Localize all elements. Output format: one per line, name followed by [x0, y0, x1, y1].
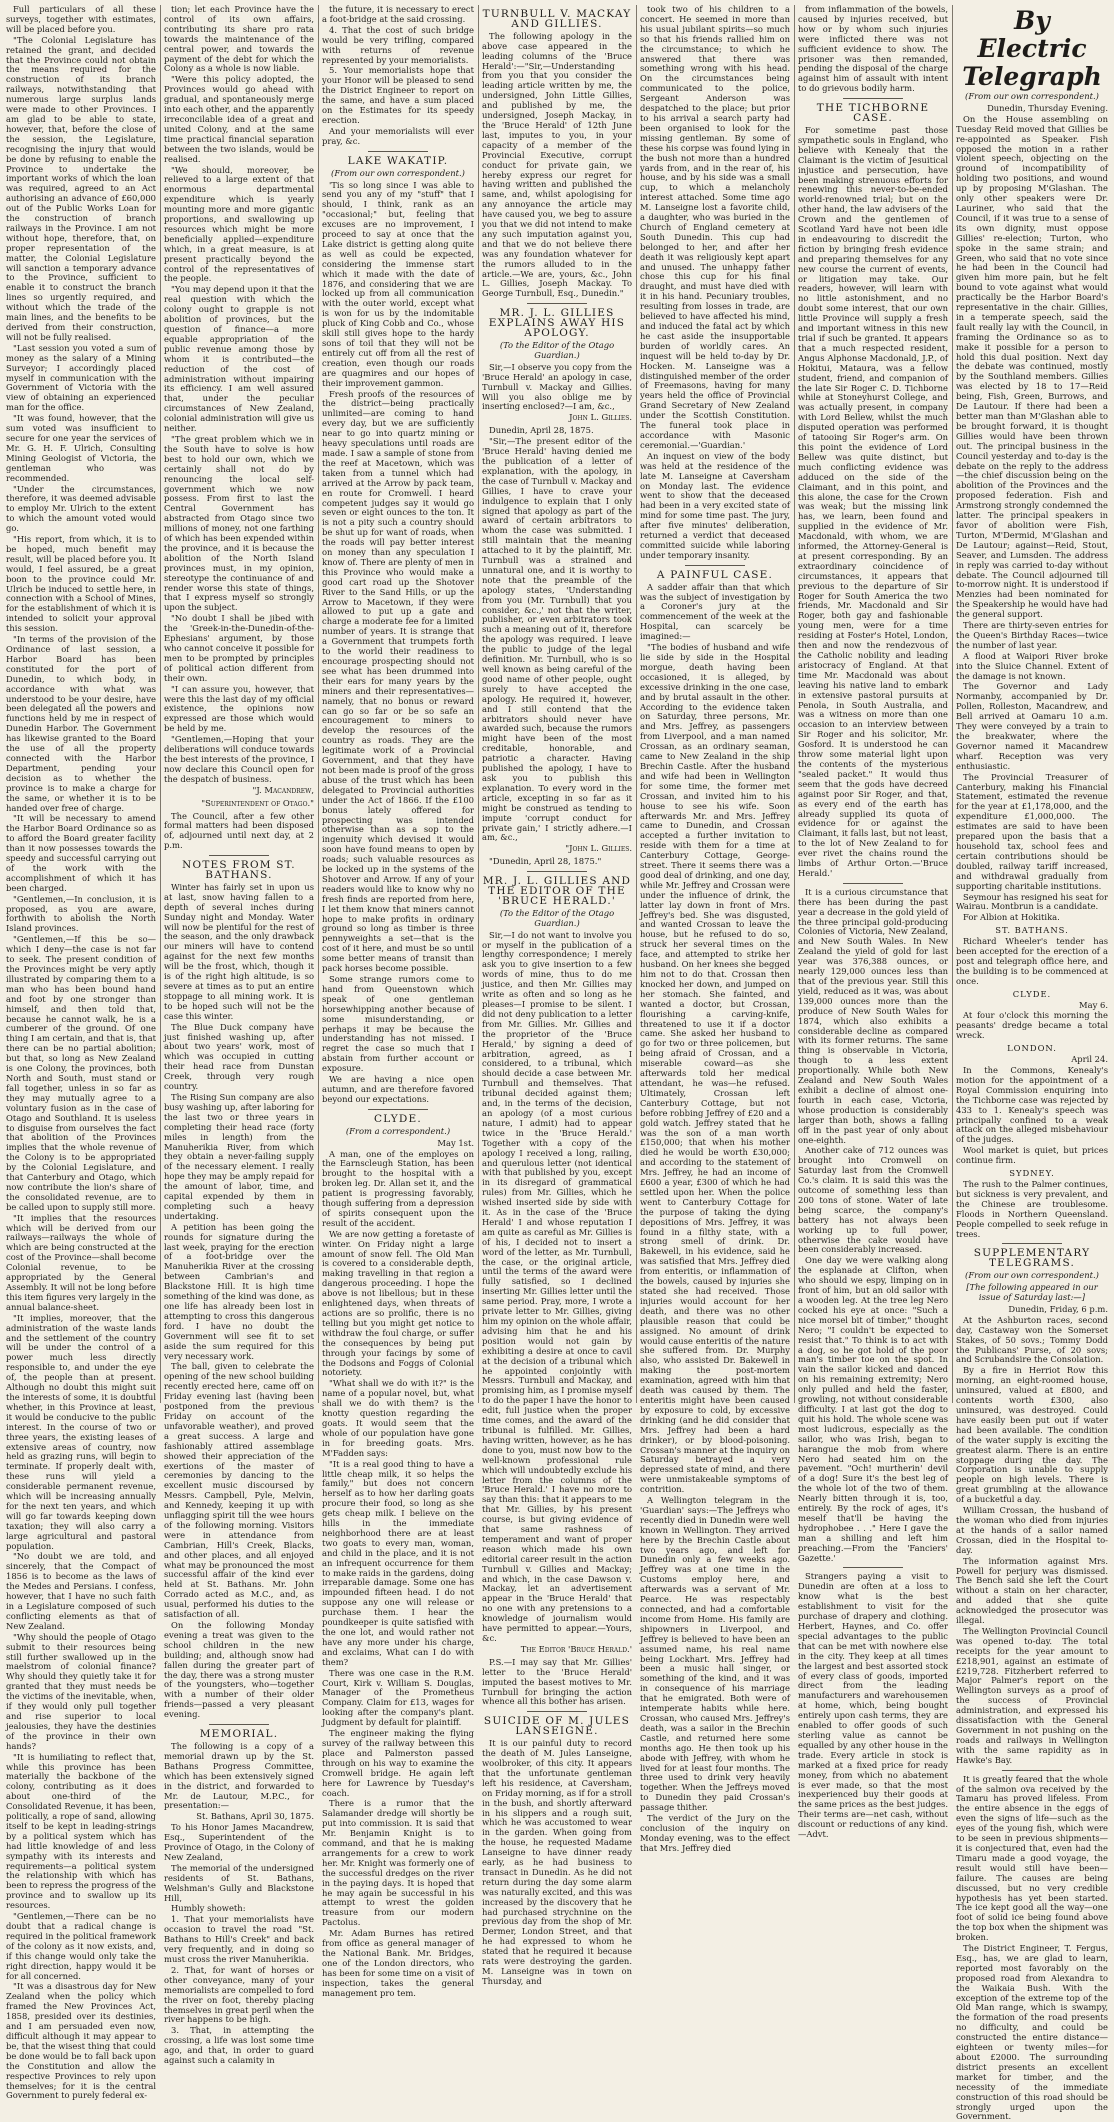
paragraph: Mr. Adam Burnes has retired from office as general manager of the National Bank. Mr. Bridges, one of the London directors, who has been for some time on a visit of inspection, takes the general management pro tem. [322, 1928, 474, 1998]
place-heading: LONDON. [1007, 1043, 1057, 1054]
paragraph: The Rising Sun company are also busy washing up, after laboring for the last two or three years in completing their head race (forty miles in length) from the Manuherikia River, from which they obtain a never-failing supply of the necessary element. I really hope they may be amply repaid for the amount of labor, time, and capital expended by them in completing such a heavy undertaking. [164, 1091, 314, 1221]
paragraph: By a fire in Herriot Row this morning, an eight-roomed house, uninsured, valued at £800, and contents worth £300, also uninsured, was destroyed. Could have easily been put out if water had been available. The condition of the water supply is exciting the greatest alarm. There is an entire stoppage during the day. The Corporation is unable to supply people on high levels. There is great grumbling at the allowance of a bucketful a day. [956, 1365, 1108, 1505]
dateline: St. Bathans, April 30, 1875. [196, 1811, 314, 1822]
signature: "Superintendent of Otago." [201, 797, 314, 808]
signature: The Editor 'Bruce Herald.' [520, 1643, 632, 1654]
paragraph: On the House assembling on Tuesday Reid moved that Gillies be re-appointed as Speaker. Fish opposed the motion in a rather violent speech, objecting on the ground of incompatibility of holding two positions, and wound up by proposing M'Glashan. The only other speakers were Dr. Lauriner, who said that the Council, if it was true to a sense of its own dignity, must oppose Gillies' re-election; Turton, who spoke in the same strain; and Green, who said that no vote since he had been in the Council had given him more pain, but he felt bound to vote against what would practically be the Harbor Board's representative in the chair. Gillies, in a temperate speech, said the fault really lay with the Council, in framing the Ordinance so as to make it possible for a person to hold this dual position. Next day the debate was continued, mostly by the Southland members. Gillies was elected by 18 to 17—Reid being, Fish, Green, Burrows, and De Lautour. If there had been a better man than M'Glashan able to be brought forward, it is thought Gillies would have been thrown out. The principal business in the Council yesterday and to-day is the debate on the reply to the address—the chief discussion being on the abolition of the Provinces and the proposed federation. Fish and Armstrong strongly condemned the latter. The principal speakers in favor of abolition were Fish, Turton, M'Dermid, M'Glashan and De Lautour; against—Reid, Stout, Seaver, and Lumsden. The address in reply was carried to-day without debate. The Council adjourned till to-morrow night. It is understood if Menzies had been nominated for the Speakership he would have had the general support. [956, 113, 1108, 620]
paragraph: "Gentlemen,—If this be so—which I deny—the case is not far to seek. The present condition of the Provinces might be very aptly illustrated by comparing them to a man who has been bound hand and foot by one stronger than himself, and then told that, because he cannot walk, he is a cumberer of the ground. Of one thing I am certain, and that is, that there can be no partial abolition; but that, so long as New Zealand is one Colony, the provinces, both North and South, must stand or fall together, unless in so far as they may mutually agree to a voluntary fusion as in the case of Otago and Southland. It is useless to disguise from ourselves the fact that abolition of the Provinces implies that the whole revenue of the Colony is to be appropriated by the Colonial Legislature, and that Canterbury and Otago, which now contribute the lion's share of the consolidated revenue, are to be called upon to supply still more. [6, 934, 156, 1212]
column-5 [640, 4, 790, 1853]
byline: (From a correspondent.) [345, 1125, 451, 1136]
paragraph: For Albion at Hokitika. [963, 912, 1060, 923]
column-6 [798, 4, 948, 1840]
paragraph: It is a curious circumstance that there has been during the past year a decrease in the gold yield of the three principal gold-producing Colonies of Victoria, New Zealand, and New South Wales. In New Zealand the yield of gold for last year was 376,388 ounces, or nearly 129,000 ounces less than that of the previous year. Still this yield, reduced as it was, was about 139,000 ounces more than the produce of New South Wales for 1874, which also exhibits a considerable decline as compared with its former returns. The same thing is observable in Victoria, though to a less extent proportionally. While both New Zealand and New South Wales exhibit a decline of almost one-fourth in each case, Victoria, whose production is considerably larger than both, shows a falling off in the past year of only about one-eighth. [798, 886, 948, 1145]
paragraph: "Gentlemen,—There can be no doubt that a radical change is required in the political framework of the colony as it now exists, and, if this change would only take the right direction, happy would it be for all concerned. [6, 1911, 156, 1981]
paragraph: There was one case in the R.M. Court, Kirk v. William S. Douglas, Manager of the Prometheus Company. Claim for £13, wages for looking after the company's plant. Judgment by default for plaintiff. [322, 1667, 474, 1728]
article-heading: LAKE WAKATIP. [347, 154, 449, 167]
paragraph: 1. That your memorialists have occasion to travel the road "St. Bathans to Hill's Creek" and back very frequently, and in doing so must cross the river Manuherikia. [164, 1914, 314, 1964]
paragraph: "Gentlemen,—In conclusion, it is proposed, as you are aware, forthwith to abolish the North Island provinces. [6, 893, 156, 934]
paragraph: We are having a nice open autumn, and are therefore favored beyond our expectations. [322, 1074, 474, 1104]
paragraph: "It implies, moreover, that the administration of the waste lands and the settlement of the country will be under the control of a power much less directly responsible to, and under the eye of, the people than at present. Although no doubt this might suit the interests of some, it is doubtful whether, in this Province at least, it would be conducive to the public interest. In the course of two or three years, the existing leases of extensive areas of country, now held as grazing runs, will begin to terminate. If properly dealt with, these runs will yield a considerable permanent revenue, which will be increasing annually for the next ten years, and which will go far towards keeping down taxation; they will also carry a large agricultural and pastoral population. [6, 1312, 156, 1551]
article-heading: MR. J. L. GILLIES AND THE EDITOR OF THE 'BRUCE HERALD.' [482, 875, 632, 907]
column-1 [6, 4, 156, 2101]
paragraph: took two of his children to a concert. He seemed in more than his usual jubilant spirits—so much so that his friends rallied him on the circumstance; to which he answered that there was something wrong with his head. On the circumstances being communicated to the police, Sergeant Anderson was despatched to the place; but prior to his arrival a search party had been organised to look for the missing gentleman. By some of these his corpse was found lying in the bush not more than a hundred yards from, and in the rear of, his house, and by his side was a small cup, to which a melancholy interest attached. Some time ago M. Lanseigne lost a favorite child, a daughter, who was buried in the Church of England cemetery at South Dunedin. This cup had belonged to her, and after her death it was religiously kept apart and unused. The unhappy father chose this cup for his final draught, and must have died with it in his hand. Pecuniary troubles, resulting from losses in trade, are believed to have affected his mind, and induced the fatal act by which he cast aside the insupportable burden of worldly cares. An inquest will be held to-day by Dr. Hocken. M. Lanseigne was a distinguished member of the order of Freemasons, having for many years held the office of Provincial Grand Secretary of New Zealand under the Scottish Constitution. The funeral took place in accordance with Masonic ceremonial.—'Guardian.' [640, 4, 790, 450]
column-rule [952, 5, 953, 1403]
paragraph: "It is a real good thing to have a little cheap milk, it so helps the family," but does not concern herself as to how her darling goats procure their food, so long as she gets cheap milk. I believe on the hills in the immediate neighborhood there are at least two goats to every man, woman, and child in the place, and it is not an infrequent occurrence for them to make raids in the gardens, doing irreparable damage. Some one has impounded fifteen head. I do not suppose any one will release or purchase them. I hear the poundkeeper is quite satisfied with the one lot, and would rather not have any more under his charge, and exclaims, What can I do with them? [322, 1458, 474, 1667]
article-heading: NOTES FROM ST. BATHANS. [182, 859, 296, 882]
dateline: May 6. [1079, 999, 1108, 1010]
paragraph: Strangers paying a visit to Dunedin are often at a loss to know what is the best establishment to visit for the purchase of drapery and clothing. Herbert, Haynes, and Co. offer special advantages to the public that can be met with nowhere else in the city. They keep at all times the largest and best assorted stock of every class of goods, imported direct from the leading manufacturers and warehousemen at home, which, being bought entirely upon cash terms, they are enabled to offer goods of such sterling value as cannot be equalled by any other house in the trade. Every article in stock is marked at a fixed price for ready money, from which no abatement is ever made, so that the most inexperienced buy their goods at the same prices as the best judges. Their terms are—net cash, without discount or reductions of any kind.—Advt. [798, 1571, 948, 1840]
paragraph: To his Honor James Macandrew, Esq., Superintendent of the Province of Otago, in the Colony of New Zealand, [164, 1822, 314, 1862]
paragraph: "The great problem which we in the South have to solve is how best to hold our own, which we certainly shall not do by renouncing the local self-government which we now possess. From first to last the Central Government has abstracted from Otago since two millions of money, not one farthing of which has been expended within the province, and it is because the abolition of the North Island provinces must, in my opinion, stereotype the continuance of and render worse this state of things, that I express myself so strongly upon the subject. [164, 433, 314, 613]
paragraph: "We should, moreover, be relieved to a large extent of that enormous departmental expenditure which is yearly mounting more and more gigantic proportions, and swallowing up resources which might be more beneficially applied—expenditure which, in a great measure, is at present practically beyond the control of the representatives of the people. [164, 164, 314, 284]
paragraph: The Governor and Lady Normanby, accompanied by Dr. Pollen, Rolleston, Macandrew, and Bell arrived at Oamaru 10 a.m. They were conveyed by a train to the breakwater, where the Governor named it Macandrew wharf. Reception was very enthusiastic. [956, 681, 1108, 771]
paragraph: "No doubt I shall be jibed with the 'Greek-in-the-Dunedin-of-the-Ephesians' argument, by those who cannot conceive it possible for men to be prompted by principles of political action different from their own. [164, 613, 314, 683]
paragraph: Winter has fairly set in upon us at last, snow having fallen to a depth of several inches during Sunday night and Monday. Water will now be plentiful for the rest of the season, and the only drawback our miners will have to contend against for the next few months will be the frost, which, though it is of the right high altitude, is so severe at times as to put an entire stoppage to all mining work. It is to be hoped such will not be the case this winter. [164, 881, 314, 1021]
paragraph: The Wellington Provincial Council was opened to-day. The total receipts for the year amount to £218,901, against an estimate of £219,728. Fitzherbert referred to Major Palmer's report on the Wellington surveys as a proof of the success of Provincial administration, and expressed his dissatisfaction with the General Government in not pushing on the roads and railways in Wellington with the same rapidity as in Hawke's Bay. [956, 1625, 1108, 1765]
paragraph: Richard Wheeler's tender has been accepted for the erection of a post and telegraph office here, and the building is to be commenced at once. [956, 936, 1108, 986]
masthead-title: By Electric Telegraph [962, 6, 1102, 91]
paragraph: The following apology in the above case appeared in the leading columns of the 'Bruce Herald':—"Sir,—Understanding from you that you consider the leading article written by me, the undersigned, John Little Gillies, and published by me, the undersigned, Joseph Mackay, in the 'Bruce Herald' of 12th June last, imputes to you, in your capacity of a member of the Provincial Executive, corrupt conduct for private gain, we hereby express our regret for having written and published the same, and, whilst apologising for any annoyance the article may have caused you, we beg to assure you that we did not intend to make any such imputation against you, and that we do not believe there was any foundation whatever for the rumors alluded to in the article.—We are, yours, &c., John L. Gillies, Joseph Mackay. To George Turnbull, Esq., Dunedin." [482, 30, 632, 299]
column-4 [482, 5, 632, 1986]
paragraph: One day we were walking along the esplanade at Clifton, when who should we espy, limping on in front of him, but an old sailor with a wooden leg. At the tree leg Nero cocked his eye at once: "Such a nice morsel bit of timber," thought Nero; "I couldn't be expected to resist that." To think is to act with a dog, so he got hold of the poor man's timber toe on the spot. In vain the sailor kicked and danced on his remaining extremity; Nero only pulled and held the faster, growling, not without considerable difficulty. I at last got the dog to quit his hold. The whole scene was most ludicrous, especially as the sailor, who was Irish, began to harangue the mob from where Nero had seated him on the pavement. "Och! murtherin' devil of a dog! Sure it's the best leg of the whole lot of the two of them. Nearly bitten through it is, too, entirely. By the rock of ages, it's meself that'll be having the hydrophobee . . ." Here I gave the man a shilling and left him preaching.—From the 'Fanciers' Gazette.' [798, 1255, 948, 1563]
paragraph: "Under the circumstances, therefore, it was deemed advisable to employ Mr. Ulrich to the extent to which the amount voted would go. [6, 483, 156, 534]
paragraph: The District Engineer, T. Fergus, Esq., has, we are glad to learn, reported most favorably on the proposed road from Alexandra to the Waikaia Bush. With the exception of the extreme top of the Old Man range, which is swampy, the formation of the road presents no difficulty, and could be constructed the entire distance—eighteen or twenty miles—for about £2000. The surrounding district presents an excellent market for timber, and the necessity of the immediate construction of this road should be strongly urged upon the Government. [956, 1943, 1108, 2122]
byline: (To the Editor of the Otago Guardian.) [499, 907, 615, 928]
paragraph: The rush to the Palmer continues, but sickness is very prevalent, and the Chinese are troublesome. Floods in Northern Queensland. People compelled to seek refuge in trees. [956, 1178, 1108, 1239]
paragraph: "Why should the people of Otago submit to their resources being still further swallowed up in the maelstrom of colonial finance? Why should they quietly take it for granted that they must needs be the victims of the inevitable, when, if they would only pull together and rise superior to local jealousies, they have the destinies of the province in their own hands? [6, 1631, 156, 1751]
separator-rule [368, 1109, 429, 1110]
separator-rule [527, 303, 587, 304]
paragraph: The Provincial Treasurer of Canterbury, making his Financial Statement, estimated the revenue for the year at £1,178,000, and the expenditure £1,000,000. The estimates are said to have been prepared upon the basis that a household tax, school fees and certain contributions should be doubled, railway tariff increased, and withdrawal gradually from supporting charitable institutions. [956, 771, 1108, 891]
signature: "J. Macandrew, [252, 784, 314, 795]
column-rule [478, 5, 479, 1403]
paragraph: A flood at Waipori River broke into the Sluice Channel. Extent of the damage is not known. [956, 650, 1108, 681]
byline: (To the Editor of the Otago Guardian.) [499, 340, 615, 360]
paragraph: "It was found, however, that the sum voted was insufficient to secure for one year the services of Mr. G. H. F. Ulrich, Consulting Mining Geologist of Victoria, the gentleman who was recommended. [6, 413, 156, 483]
paragraph: 4. That the cost of such bridge would be very trifling, compared with returns of revenue represented by your memorialists. [322, 24, 474, 65]
paragraph: "The bodies of husband and wife lie side by side in the Hospital morgue, death having been occasioned, it is alleged, by excessive drinking in the one case, and by brutal assault in the other. According to the evidence taken on Saturday, three persons, Mr. and Mrs. Jeffrey, as passengers from Liverpool, and a man named Crossan, as an ordinary seaman, came to New Zealand in the ship Brechin Castle. After the husband and wife had been in Wellington for some time, the former met Crossan, and invited him to his house to see his wife. Soon afterwards Mr. and Mrs. Jeffrey came to Dunedin, and Crossan accepted a further invitation to reside with them for a time at Canterbury Cottage, George-street. There it seems there was a good deal of drinking, and one day, while Mr. Jeffrey and Crossan were under the influence of drink, the latter lay down in front of Mrs. Jeffrey's bed. She was disgusted, and wanted Crossan to leave the house, but he refused to do so, struck her several times on the face, and attempted to strike her husband. On her knees she begged him not to do that. Crossan then knocked her down, and jumped on her stomach. She fainted, and wanted a doctor, but Crossan, flourishing a carving-knife, threatened to use it if a doctor came. She asked her husband to go for two or three policemen, but being afraid of Crossan, and a miserable coward—as she afterwards told her medical attendant, he was—he refused. Ultimately, Crossan left Canterbury Cottage, but not before robbing Jeffrey of £20 and a gold watch. Jeffrey stated that he was the son of a man worth £150,000; that when his mother died he would be worth £30,000; and according to the statement of Mrs. Jeffrey, he had an income of £600 a year, £300 of which he had settled upon her. When the police went to Canterbury Cottage for the purpose of taking the dying depositions of Mrs. Jeffrey, it was found in a filthy state, with a strong smell of drink. Dr. Bakewell, in his evidence, said he was satisfied that Mrs. Jeffrey died from enteritis, or inflammation of the bowels, caused by injuries she stated she had received. Those injuries would account for her death, and there was no other plausible reason that could be assigned. No amount of drink would cause enteritis of the nature she suffered from. Dr. Murphy also, who assisted Dr. Bakewell in making the post-mortem examination, agreed with him that death was caused by them. The enteritis might have been caused by exposure to cold, by excessive drinking (and he did consider that Mrs. Jeffrey had been a hard drinker), or by blood-poisoning. Crossan's manner at the inquiry on Saturday betrayed a very depressed state of mind, and there were unmistakeable symptoms of contrition. [640, 642, 790, 1495]
article-heading: TURNBULL V. MACKAY AND GILLIES. [482, 8, 632, 30]
paragraph: "In terms of the provision of the Ordinance of last session, a Harbor Board has been constituted for the port of Dunedin, to which body, in accordance with what was understood to be your desire, have been delegated all the powers and functions held by me in respect of Dunedin Harbor. The Government has likewise granted to the Board the use of all the property connected with the Harbor Department, pending your decision as to whether the province is to make a charge for the same, or whether it is to be handed over free of charge. [6, 634, 156, 813]
paragraph: "You may depend upon it that the real question with which the colony ought to grapple is not abolition of provinces, but the question of finance—a more equable appropriation of the public revenue among those by whom it is contributed—the reduction of the cost of administration without impairing its efficiency. I am well assured that, under the peculiar circumstances of New Zealand, colonial administration will give us neither. [164, 284, 314, 434]
separator-rule [685, 565, 745, 566]
paragraph: The verdict of the Jury on the conclusion of the inquiry on Monday evening, was to the effect that Mrs. Jeffrey died [640, 1813, 790, 1853]
paragraph: For sometime past those sympathetic souls in England, who believe with Kenealy that the Claimant is the victim of Jesuitical injustice and persecution, have been making strenuous efforts for renewing this never-to-be-ended world-renowned trial; but on the other hand, the law advisers of the Crown and the gentlemen of Scotland Yard have not been idle in endeavouring to discredit the fiction by bringing fresh evidence and preparing themselves for any new course the current of events, or litigation may take. Our readers, however, will learn with no little astonishment, and no doubt some interest, that our own little Province will supply a fresh and important witness in this new trial if such be granted. It appears that a much respected resident, Angus Alphonse Macdonald, J.P., of Hokitui, Mataura, was a fellow student, friend, and companion of the late Sir Roger C. D. Tichborne while at Stoneyhurst College, and was actually present, in company with Lord Bellew, whilst the much disputed operation was performed of tatooing Sir Roger's arm. On this point the evidence of Lord Bellew was quite distinct, but much conflicting evidence was adduced on the side of the Claimant, and in this point, and this alone, the case for the Crown was weak; but the missing link has, we learn, been found and supplied in the evidence of Mr. Macdonald, with whom, we are informed, the Attorney-General is at present corresponding. By an extraordinary coincidence of circumstances, it appears that previous to the departure of Sir Roger for South America the two friends, Mr. Macdonald and Sir Roger, both gay and fashionable young men, were for a time residing at Foster's Hotel, London, then and now the rendezvous of the Catholic nobility and leading aristocracy of England. At that time Mr. Macdonald was about leaving his native land to embark in extensive pastoral pursuits at Penola, in South Australia, and was a witness on more than one occasion to an interview between Sir Roger and his solicitor, Mr. Gosford. It is understood he can throw some material light upon the contents of the mysterious "sealed packet." It would thus seem that the gods have decreed against poor Sir Roger, and that, as every end of the earth has already supplied its quota of evidence for or against the Claimant, it falls last, but not least, to the lot of New Zealand to for ever rivet the chains round the limbs of Arthur Orton.—'Bruce Herald.' [798, 124, 948, 878]
paragraph: The engineer making the flying survey of the railway between this place and Palmerston passed through on his way to examine the Cromwell bridge. He again left here for Lawrence by Tuesday's coach. [322, 1728, 474, 1798]
paragraph: "It was a disastrous day for New Zealand when the policy which framed the New Provinces Act, 1858, presided over its destinies, and I am persuaded even now, difficult although it may appear to be, that the wisest thing that could be done would be to fall back upon the Constitution and allow the respective Provinces to rely upon themselves; for it is the central Government to purely federal ex- [6, 1981, 156, 2101]
dateline: May 1st. [437, 1137, 474, 1148]
paragraph: Seymour has resigned his seat for Wairau. Montbrun is a candidate. [956, 891, 1108, 912]
signature: "John L. Gillies. [565, 843, 632, 854]
byline: (From our own correspondent.) [331, 167, 465, 178]
paragraph: "No doubt we are told, and sincerely, that the Compact of 1856 is to become as the laws of the Medes and Persians. I confess, however, that I have no such faith in a Legislature composed of such conflicting elements as that of New Zealand. [6, 1551, 156, 1631]
paragraph: The following is a copy of a memorial drawn up by the St. Bathans Progress Committee, which has been extensively signed in the district, and forwarded to Mr. de Lautour, M.P.C., for presentation:— [164, 1740, 314, 1811]
article-heading: MEMORIAL. [199, 1728, 279, 1741]
paragraph: 5. Your memorialists hope that your Honor will be pleased to send the District Engineer to report on the same, and have a sum placed on the Estimates for its speedy erection. [322, 65, 474, 125]
dateline: Dunedin, Thursday Evening. [987, 102, 1108, 113]
separator-rule [527, 1711, 587, 1712]
column-2 [164, 4, 314, 2066]
paragraph: The information against Mrs. Powell for perjury was dismissed. The Bench said she left the Court without a stain on her character, and added that she quite acknowledged the prosecutor was illegal. [956, 1555, 1108, 1626]
place-heading: CLYDE. [1012, 988, 1052, 999]
paragraph: A petition has been going the rounds for signature during the last week, praying for the erection of a foot-bridge over the Manuherikia River at the crossing between Cambrian's and Blackstone Hill. It is high time something of the kind was done, as one life has already been lost in attempting to cross this dangerous ford. I have no doubt the Government will see fit to set aside the sum required for this very necessary work. [164, 1221, 314, 1361]
paragraph: P.S.—I may say that Mr. Gillies' letter to the 'Bruce Herald' imputed the basest motives to Mr. Turnbull for bringing the action whence all this bother has arisen. [482, 1656, 632, 1707]
paragraph: At four o'clock this morning the peasants' dredge became a total wreck. [956, 1010, 1108, 1041]
separator-rule [1002, 1770, 1063, 1771]
paragraph: 'Tis so long since I was able to send you any of my "stuff" that I should, I think, rank as an "occasional;" but, feeling that excuses are no improvement, I proceed to say at once that the Lake district is getting along quite as well as could be expected, considering the immense start which it made with the date of 1876, and considering that we are locked up from all communication with the outer world, except what is won for us by the indomitable pluck of King Cobb and Co., whose skill still gives hope to the hardy sons of toil that they will not be entirely cut off from all the rest of creation, even though our roads are quagmires and our hopes of their improvement gammon. [322, 179, 474, 388]
paragraph: It is greatly feared that the whole of the salmon ova received by the Tamaru has proved lifeless. From the entire absence in the eggs of even the signs of life—such as the eyes of the young fish, which were to be seen in previous shipments—it is conjectured that, even had the Timaru made a good voyage, the result would still have been—failure. The causes are being discussed, but no very credible hypothesis has yet been started. The ice kept good all the way—one foot of solid ice being found above the top box when the shipment was broken. [956, 1773, 1108, 1943]
paragraph: There are thirty-seven entries for the Queen's Birthday Races—twice the number of last year. [956, 620, 1108, 650]
paragraph: "Sir,—The present editor of the 'Bruce Herald' having denied me the publication of a letter of explanation, with the apology, in the case of Turnbull v. Mackay and Gillies, I have to crave your indulgence to explain that I only signed that apology as part of the award of certain arbitrators to whom the case was submitted. I still maintain that the meaning attached to it by the plaintiff, Mr. Turnbull was a strained and unnatural one, and it is worthy to note that the preamble of the apology states, 'Understanding from you (Mr. Turnbull) that you consider, &c.,' not that the writer, publisher, or even arbitrators took such a meaning out of it, therefore the apology was required. I leave the public to judge of the legal definition. Mr. Turnbull, who is so well known as being careful of the good name of other people, ought surely to have accepted the apology. He required it, however, and I still contend that the arbitrators should never have awarded such, because the rumors might have been of the most creditable, honorable, and patriotic a character. Having published the apology, I have to ask you to publish this explanation. To every word in the article, excepting in so far as it might be construed as tending to impute 'corrupt conduct for private gain,' I strictly adhere.—I am, &c., [482, 436, 632, 843]
place-heading: SYDNEY. [1009, 1168, 1055, 1179]
paragraph: "His report, from which, it is to be hoped, much benefit may result, will be placed before you. It would, I feel assured, be a great boon to the province could Mr. Ulrich be induced to settle here, in connection with a School of Mines, for the establishment of which it is intended to solicit your approval this session. [6, 534, 156, 634]
column-rule [318, 5, 319, 1403]
paragraph: William Crossan, the husband of the woman who died from injuries at the hands of a sailor named Crossan, died in the Hospital to-day. [956, 1505, 1108, 1555]
paragraph: from inflammation of the bowels, caused by injuries received, but how or by whom such injuries were inflicted there was not sufficient evidence to show. The prisoner was then remanded, pending the disposal of the charge against him of assault with intent to do grievous bodily harm. [798, 4, 948, 94]
column-7 [956, 5, 1108, 2122]
paragraph: Wool market is quiet, but prices continue firm. [956, 1145, 1108, 1166]
signature: John L. Gillies. [569, 412, 632, 423]
separator-rule [209, 1724, 269, 1725]
paragraph: "It will be necessary to amend the Harbor Board Ordinance so as to afford the Board greater facility than it now possesses towards the speedy and successful carrying out of the work with the accomplishment of which it has been charged. [6, 813, 156, 893]
paragraph: On the following Monday evening a treat was given to the school children in the new building; and, although snow had fallen during the greater part of the day, there was a strong muster of the youngsters, who—together with a number of their older friends—passed a very pleasant evening. [164, 1620, 314, 1720]
separator-rule [527, 871, 587, 872]
paragraph: Some strange rumors come to hand from Queenstown which speak of one gentleman horsewhipping another because of some misunderstanding, or perhaps it may be because the understanding has not missed. I regret the case so much that I abstain from further account or exposure. [322, 974, 474, 1074]
paragraph: "Last session you voted a sum of money as the salary of a Mining Surveyor; I accordingly placed myself in communication with the Government of Victoria with the view of obtaining an experienced man for the office. [6, 342, 156, 413]
paragraph: At the Ashburton races, second day, Castaway won the Somerset Stakes, of 50 sovs.; Tommy Dodd the Publicans' Purse, of 20 sovs; and Scrubandsire the Consolation. [956, 1314, 1108, 1365]
paragraph: In the Commons, Kenealy's motion for the appointment of a Royal Commission enquiring into the Tichborne case was rejected by 433 to 1. Kenealy's speech was principally confined to a weak attack on the alleged misbehaviour of the judges. [956, 1065, 1108, 1145]
paragraph: "It is humiliating to reflect that, while this province has been materially the backbone of the colony, contributing as it does about one-third of the Consolidated Revenue, it has been, politically, a rope of sand, allowing itself to be kept in leading-strings by a political system which has had little knowledge of and less sympathy with its interests and requirements—a political system the relationship with which has been to repress the progress of the province and to swallow up its resources. [6, 1751, 156, 1911]
article-heading: SUICIDE OF M. JULES LANSEIGNE. [483, 1715, 631, 1738]
article-heading: CLYDE. [374, 1112, 422, 1125]
paragraph: The ball, given to celebrate the opening of the new school building recently erected here, came off on Friday evening last (having been postponed from the previous Friday on account of the unfavorable weather), and proved a great success. A large and fashionably attired assemblage showed their appreciation of the exertions of the master of ceremonies by dancing to the excellent music discoursed by Messrs. Campbell, Pyle, Melvin, and Kennedy, keeping it up with unflagging spirit till the wee hours of the following morning. Visitors were in attendance from Cambrian, Hill's Creek, Blacks, and other places, and all enjoyed what may be pronounced the most successful affair of the kind ever held at St. Bathans. Mr. John Corrado acted as M.C., and, as usual, performed his duties to the satisfaction of all. [164, 1361, 314, 1620]
paragraph: "I can assure you, however, that were this the last day of my official existence, the opinions now expressed are those which would be held by me. [164, 683, 314, 734]
paragraph: Humbly showeth: [171, 1903, 246, 1914]
paragraph: 3. That, in attempting the crossing, a life was lost some time ago, and that, in order to guard against such a calamity in [164, 2025, 314, 2066]
paragraph: The Blue Duck company have just finished washing up, after about two years' work, most of which was occupied in cutting their head race from Dunstan Creek, through very rough country. [164, 1021, 314, 1092]
column-rule [160, 5, 161, 1403]
separator-rule [843, 1567, 903, 1568]
byline: (From our own correspondent.) [965, 91, 1099, 101]
paragraph: 2. That, for want of horses or other conveyance, many of your memorialists are compelled to ford the river on foot, thereby placing themselves in great peril when the river happens to be high. [164, 1964, 314, 2025]
paragraph: It is our painful duty to record the death of M. Jules Lanseigne, woolbroker, of this city. It appears that the unfortunate gentleman left his residence, at Caversham, on Friday morning, as if for a stroll in the bush, and shortly afterward in his slippers and a rough suit, which he was accustomed to wear in the garden. When going from the house, he requested Madame Lanseigne to have dinner ready early, as he had business to transact in Dunedin. As he did not return during the day some alarm was naturally excited, and this was increased by the discovery that he had purchased strychnine on the previous day from the shop of Mr. Dermer, London Street, and that he had expressed to whom he stated that he required it because rats were destroying the garden. M. Lanseigne was in town on Thursday, and [482, 1738, 632, 1986]
paragraph: A sadder affair than that which was the subject of investigation by a Coroner's jury at the commencement of the week at the Hospital, can scarcely be imagined:— [640, 581, 790, 642]
paragraph: Fresh proofs of the resources of the district—being practically unlimited—are coming to hand every day, but we are sufficiently near to go into quartz mining or heavy speculations until roads are made. I saw a sample of stone from the reef at Macetown, which was taken from a tunnel which had arrived at the Arrow by pack team, en route for Cromwell. I heard competent judges say it would go seven or eight ounces to the ton. It is not a pity such a country should be shut up for want of roads, when the roads will pay better interest on money than any speculation I know of. There are plenty of men in this Province who would make a good cart road up the Shotover River to the Sand Hills, or up the Arrow to Macetown, if they were allowed to put up a gate and charge a moderate fee for a limited number of years. It is strange that a Government that trumpets forth to the world their readiness to encourage prospecting should not see what has been drummed into their ears for many years by the miners and their representatives—namely, that no bonus or reward can go so far or be so safe an encouragement to miners to develop the resources of the country as roads. They are the legitimate work of a Provincial Government, and that they have not been made is proof of the gross abuse of the trust which has been delegated to Provincial authorities under the Act of 1866. If the £100 bonus lately offered for prospecting was intended otherwise than as a sop to the ingenuity which devised it would soon have found means to open by roads; such valuable resources as be locked up in the systems of the Shotover and Arrow. If any of your readers would like to know why no fresh finds are reported from here, I let them know that miners cannot hope to make profits in ordinary ground so long as timber is three pennyweights a set—that is the cost of it here, and must be so until some better means of transit than pack horses become possible. [322, 388, 474, 974]
paragraph: A man, one of the employes on the Earnscleugh Station, has been brought to the hospital with a broken leg. Dr. Allan set it, and the patient is progressing favorably, though suffering from a depression of spirits consequent upon the result of the accident. [322, 1148, 474, 1228]
paragraph: "Gentlemen,—Hoping that your deliberations will conduce towards the best interests of the province, I now declare this Council open for the despatch of business. [164, 734, 314, 784]
separator-rule [209, 855, 269, 856]
article-heading: A PAINFUL CASE. [656, 568, 774, 581]
paragraph: Dunedin, April 28, 1875. [489, 425, 594, 436]
paragraph: "Dunedin, April 28, 1875." [489, 856, 602, 867]
paragraph: "The Colonial Legislature has retained the grant, and decided that the Province could not obtain the means required for the construction of its branch railways, notwithstanding that numerous large surplus lands were made to other Provinces. I am glad to be able to state, however, that, before the close of the session, the Legislature, recognising the injury that would be done by refusing to enable the Province to undertake the important works of which the loan was required, agreed to an Act authorising an advance of £60,000 out of the Public Works Loan for the construction of branch railways in the Province. I am not without hope, therefore, that, on proper representation of the matter, the Colonial Legislature will sanction a temporary advance to the Province, sufficient to enable it to construct the branch lines so urgently required, and without which the trade of the main lines, and the benefits to be derived from their construction, will not be fully realised. [6, 34, 156, 342]
dateline: April 24. [1071, 1054, 1108, 1065]
paragraph: Full particulars of all these surveys, together with estimates, will be placed before you. [6, 4, 156, 34]
separator-rule [1002, 1243, 1063, 1244]
paragraph: Sir,—I observe you copy from the 'Bruce Herald' an apology in case, Turnbull v. Mackay and Gillies. Will you also oblige me by inserting enclosed?—I am, &c., [482, 361, 632, 412]
paragraph: Sir,—I do not want to involve you or myself in the publication of a lengthy correspondence; I merely ask you to give insertion to a few words of mine, thus to do me justice, and then Mr. Gillies may write as often and so long as he pleases—I promise to be silent. I did not deny publication to a letter from Mr. Gillies. Mr. Gillies and the proprietor of the 'Bruce Herald,' by signing a deed of arbitration, agreed, as I considered, to a tribunal, which should decide a case between Mr. Turnbull and themselves. That tribunal decided against them; and, in the terms of the decision, an apology (of a most curious nature, I admit) had to appear twice in the 'Bruce Herald.' Together with a copy of the apology I received a long, railing, and querulous letter (not identical with that published by you, except in its disregard of grammatical rules) from Mr. Gillies, which he wished inserted side by side with it. As in the case of the 'Bruce Herald' I and whose reputation I am quite as careful as Mr. Gillies is of his, I decided not to insert a word of the letter, as Mr. Turnbull, the case, or the original article, until the terms of the award were fully satisfied, so I declined inserting Mr. Gillies letter until the same period. Pray, more, I wrote a private letter to Mr. Gillies, giving him my opinion on the whole affair, advising him that he and his position would not gain by exhibiting a desire at once to cavil at the decision of a tribunal which he appointed conjointly with Messrs. Turnbull and Mackay, and promising him, as I promise myself to do the paper I have the honor to edit, full justice when the proper time comes, and the award of the tribunal is fulfilled. Mr. Gillies, having written, however, as he has done to you, must now bow to the well-known professional rule which will undoubtedly exclude his letter from the columns of the 'Bruce Herald.' I have no more to say than this: that it appears to me that Mr. Gillies, by his present course, is but giving evidence of that same rashness of temperament and want of proper reason which made his own editorial career result in the action Turnbull v. Gillies and Mackay; and which, in the case Dawson v. Mackay, let an advertisement appear in the 'Bruce Herald' that no one with any pretensions to a knowledge of journalism would have permitted to appear.—Yours, &c. [482, 929, 632, 1643]
dateline: Dunedin, Friday, 6 p.m. [1008, 1303, 1108, 1314]
byline: (From our own correspondent.) [965, 1270, 1099, 1281]
column-3 [322, 4, 474, 1998]
separator-rule [368, 151, 429, 152]
column-rule [636, 5, 637, 1403]
paragraph: Another cake of 712 ounces was brought into Cromwell on Saturday last from the Cromwell Co.'s claim. It is said this was the outcome of something less than 200 tons of stone. Water of late being scarce, the company's battery has not always been working up to full power, otherwise the cake would have been considerably increased. [798, 1145, 948, 1255]
article-heading: MR. J. L. GILLIES EXPLAINS AWAY HIS APOLOGY. [488, 307, 626, 340]
place-heading: ST. BATHANS. [995, 925, 1069, 936]
paragraph: "It implies that the resources which will be derived from our railways—railways the whole of which are being constructed at the cost of the Province—shall become Colonial revenue, to be appropriated by the General Assembly. It will not be long before this item figures very largely in the annual balance-sheet. [6, 1212, 156, 1312]
column-rule [794, 5, 795, 1403]
paragraph: "What shall we do with it?" is the name of a popular novel, but, what shall we do with them? is the knotty question regarding the goats. It would seem that the whole of our population have gone in for breeding goats. Mrs. M'Fadden says: [322, 1378, 474, 1458]
paragraph: The memorial of the undersigned residents of St. Bathans, Welshman's Gully and Blackstone Hill, [164, 1862, 314, 1903]
paragraph: We are now getting a foretaste of winter. On Friday night a large amount of snow fell. The Old Man is covered to a considerable depth, making travelling in that region a dangerous proceeding. I hope the above is not libellous; but in these enlightened days, when threats of actions are so prolific, there is no telling but you might get notice to withdraw the foul charge, or suffer the consequences by being put through your facings by some of the Dodsons and Foggs of Colonial notoriety. [322, 1228, 474, 1378]
paragraph: "Were this policy adopted, the Provinces would go ahead with gradual, and spontaneously merge into each other, and the apparently irreconcilable idea of a great and united Colony, and at the same time practical financial separation between the two islands, would be realised. [164, 74, 314, 164]
article-heading: THE TICHBORNE CASE. [816, 102, 930, 125]
paragraph: There is a rumor that the Salamander dredge will shortly be put into commission. It is said that Mr. Benjamin Knight is to command, and that he is making arrangements for a crew to work her. Mr. Knight was formerly one of the successful dredges on the river in the paying days. It is hoped that he may again be successful in his attempt to wrest the golden treasure from our modern Pactolus. [322, 1798, 474, 1928]
paragraph: A Wellington telegram in the 'Guardian' says:—The Jeffreys who recently died in Dunedin were well known in Wellington. They arrived here by the Brechin Castle about two years ago, and left for Dunedin only a few weeks ago. Jeffrey was at one time in the Customs employ here, and afterwards was a servant of Mr. Pearce. He was respectably connected, and had a comfortable income from Home. His family are shipowners in Liverpool, and Jeffrey is believed to have been an assumed name, his real name being Lockhart. Mrs. Jeffrey had been a music hall singer, or something of the kind, and it was in consequence of his marriage that he emigrated. Both were of intemperate habits while here. Crossan, who caused Mrs. Jeffrey's death, was a sailor in the Brechin Castle, and returned here some months ago. He then took up his abode with Jeffrey, with whom he lived for at least four months. The three used to drink very heavily together. When the Jeffreys moved to Dunedin they paid Crossan's passage thither. [640, 1495, 790, 1813]
paragraph: tion; let each Province have the control of its own affairs, contributing its share pro rata towards the maintenance of the central power, and towards the payment of the debt for which the Colony as a whole is now liable. [164, 4, 314, 74]
separator-rule [843, 98, 903, 99]
article-heading: SUPPLEMENTARY TELEGRAMS. [973, 1247, 1091, 1270]
paragraph: The Council, after a few other formal matters had been disposed of, adjourned until next day, at 2 p.m. [164, 810, 314, 851]
paragraph: And your memorialists will ever pray, &c. [322, 125, 474, 146]
byline: [The following appeared in our issue of Saturday last:—] [966, 1282, 1098, 1303]
paragraph: the future, it is necessary to erect a foot-bridge at the said crossing. [322, 4, 474, 24]
separator-rule [843, 883, 903, 884]
paragraph: An inquest on view of the body was held at the residence of the late M. Lanseigne at Caversham on Monday last. The evidence went to show that the deceased had been in a very excited state of mind for some time past. The jury, after five minutes' deliberation, returned a verdict that deceased committed suicide while laboring under temporary insanity. [640, 450, 790, 560]
